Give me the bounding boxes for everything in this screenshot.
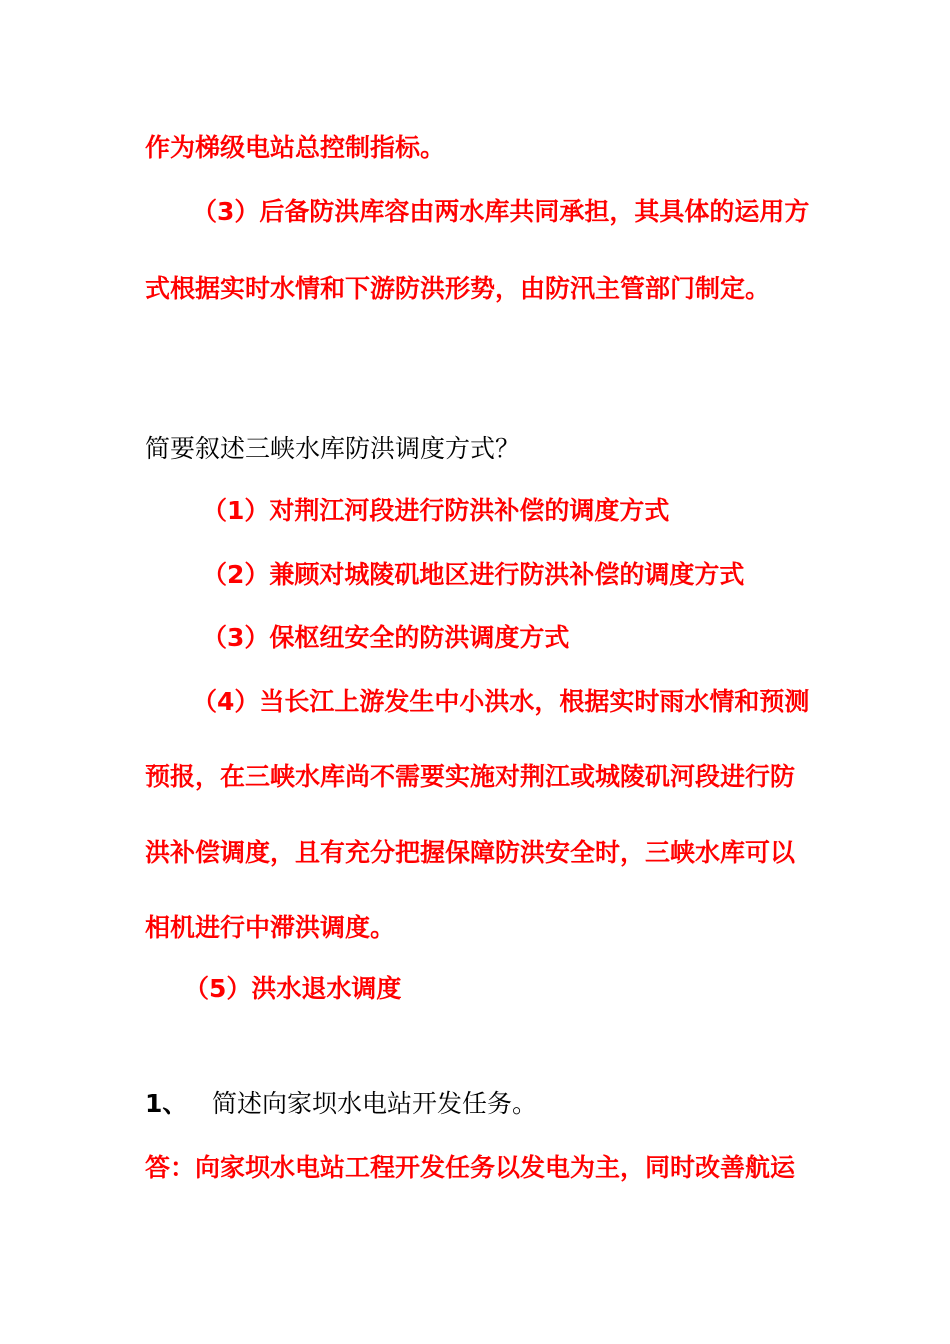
three-gorges-item-4-cont-1: 预报，在三峡水库尚不需要实施对荆江或城陵矶河段进行防	[145, 762, 796, 791]
question-xiangjiaba-number: 1、	[145, 1089, 188, 1118]
three-gorges-item-2: （2）兼顾对城陵矶地区进行防洪补偿的调度方式	[202, 560, 745, 589]
three-gorges-item-5: （5）洪水退水调度	[184, 974, 402, 1003]
three-gorges-item-4-cont-2: 洪补偿调度，且有充分把握保障防洪安全时，三峡水库可以	[145, 838, 796, 867]
three-gorges-item-4: （4）当长江上游发生中小洪水，根据实时雨水情和预测	[192, 687, 810, 716]
item-3-reserve-capacity: （3）后备防洪库容由两水库共同承担，其具体的运用方	[192, 197, 810, 226]
text-line-control-index: 作为梯级电站总控制指标。	[145, 133, 446, 162]
three-gorges-item-3: （3）保枢纽安全的防洪调度方式	[202, 623, 570, 652]
xiangjiaba-answer: 答：向家坝水电站工程开发任务以发电为主，同时改善航运	[145, 1153, 796, 1182]
three-gorges-item-4-cont-3: 相机进行中滞洪调度。	[145, 913, 396, 942]
question-three-gorges-title: 简要叙述三峡水库防洪调度方式？	[145, 434, 521, 463]
question-xiangjiaba-title: 简述向家坝水电站开发任务。	[212, 1089, 538, 1118]
three-gorges-item-1: （1）对荆江河段进行防洪补偿的调度方式	[202, 496, 670, 525]
item-3-reserve-capacity-cont: 式根据实时水情和下游防洪形势，由防汛主管部门制定。	[145, 274, 771, 303]
